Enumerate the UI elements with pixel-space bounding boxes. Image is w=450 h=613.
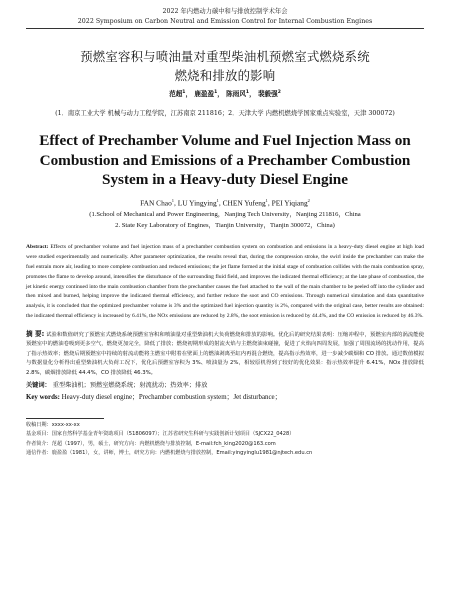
footnote-received: 收稿日期：xxxx-xx-xx — [26, 421, 80, 428]
abstract-cn-label: 摘 要: — [26, 329, 45, 338]
author-cn: 范超 — [169, 90, 183, 99]
affiliation-cn: (1．南京工业大学 机械与动力工程学院，江苏南京 211816；2．天津大学 内燃机燃烧学国家重点实验室，天津 300072) — [55, 110, 395, 118]
affiliation-en — [26, 210, 424, 231]
abstract-en — [26, 243, 424, 322]
header-divider — [26, 28, 424, 29]
title-en-line-1: Effect of Prechamber Volume and Fuel Injection Mass on — [39, 132, 411, 150]
title-cn — [26, 47, 424, 85]
title-en-line-3: System in a Heavy-duty Diesel Engine — [102, 171, 348, 189]
header-line-cn: 2022 年内燃动力碳中和与排放控制学术年会 — [162, 8, 288, 15]
author-cn-affil: 2 — [277, 90, 281, 95]
abstract-en-text: Effects of prechamber volume and fuel injection mass of a prechamber combustion system on combustion and emissions in a heavy-duty diesel engine at high load were studied experimentally and numerically. After parameter optimization, the results reveal that, during the compression stroke, the swirl inside the prechamber can make the fuel entrain more air, leading to more complete combustion and reduced emissions; the jet flame formed at the initial stage of combustion collides with the main combustion spray, promotes the flame to develop around, intensifies the disturbance of the surrounding fluid field, and improves the indicated thermal efficiency; at the late phase of combustion, the jet kinetic energy continued into the main combustion chamber from the prechamber causes the fuel attached to the wall of the main chamber to be peeled off into the cylinder and then mixed and burned, helping improve the indicated thermal efficiency, and further reduce the soot and CO emissions. Through numerical simulation and data quantitative analysis, it is concluded that the optimized prechamber volume is 3% and the optimized fuel injection quantity is 2%, compared with the original case, better results are obtained: the indicated thermal efficiency is increased by 6.41%, the NOx emissions are reduced by 2.8%, the soot emission is reduced by 44.4%, and the CO emission is reduced by 46.3%. — [26, 244, 425, 320]
footnote-corresponding: 通信作者：鹿盈盈（1981），女，讲师，博士，研究方向：内燃机燃烧与排放控制，Email:yingyinglu1981@njtech.edu.cn — [26, 449, 313, 456]
footnotes — [26, 421, 424, 458]
keywords-en-label: Key words: — [26, 394, 60, 402]
author-cn: 裴毅强 — [257, 90, 278, 99]
footnote-author: 作者简介：范超（1997），男，硕士，研究方向：内燃机燃烧与排放控制，E-mail:fch_king2020@163.com — [26, 440, 276, 447]
author-en-affil: 2 — [307, 197, 310, 203]
title-en-line-2: Combustion and Emissions of a Prechamber Combustion — [39, 151, 411, 169]
title-cn-line-2: 燃烧和排放的影响 — [174, 68, 276, 83]
author-en: FAN Chao — [140, 198, 172, 208]
author-cn-affil: 1 — [214, 90, 218, 95]
abstract-cn — [26, 330, 424, 378]
keywords-en-text: Heavy-duty diesel engine；Prechamber combustion system；Jet disturbance； — [61, 394, 282, 402]
authors-en: FAN Chao$^1$, LU Yingying$^1$, CHEN Yufeng$^1$, PEI Yiqiang$^2$ — [140, 197, 310, 208]
title-cn-line-1: 预燃室容积与喷油量对重型柴油机预燃室式燃烧系统 — [80, 49, 370, 64]
authors-cn: 范超$^1$， 鹿盈盈$^1$， 陈雨风$^1$， 裴毅强$^2$ — [169, 90, 281, 99]
running-header — [26, 7, 424, 26]
affiliation-en-line-1: (1.School of Mechanical and Power Engineering，Nanjing Tech University，Nanjing 211816，China — [89, 211, 361, 219]
author-en: CHEN Yufeng — [222, 198, 266, 208]
footnote-divider — [26, 418, 104, 419]
abstract-en-label: Abstract: — [26, 244, 49, 251]
keywords-cn — [26, 381, 424, 391]
author-cn: 陈雨风 — [226, 90, 246, 99]
header-line-en: 2022 Symposium on Carbon Neutral and Emission Control for Internal Combustion Engines — [77, 17, 373, 25]
author-en: LU Yingying — [177, 198, 217, 208]
author-cn-affil: 1 — [245, 90, 250, 95]
keywords-cn-text: 重型柴油机；预燃室燃烧系统；射流扰动；热效率；排放 — [52, 381, 208, 389]
author-en-affil: 1 — [216, 197, 219, 203]
keywords-en — [26, 393, 424, 403]
affiliation-en-line-2: 2. State Key Laboratory of Engines，Tianjin University，Tianjin 300072，China) — [115, 221, 335, 229]
author-en-affil: 1 — [265, 197, 268, 203]
footnote-fund: 基金项目：国家自然科学基金青年资助项目（51806097）；江苏省研究生科研与实践创新计划项目（SJCX22_0428） — [26, 431, 295, 438]
abstract-cn-text: 试验和数值研究了预燃室式燃烧系统预燃室容积和喷油量对重型柴油机大负荷燃烧和排放的影响。优化后的研究结果表明：压缩冲程中，预燃室内部的涡流能使预燃室中的燃油卷吸到更多空气，燃烧更加完全，降低了排放；燃烧初期形成的射流火焰与主燃烧油束碰撞，促进了火焰向四周发展，加强了周围流场的扰动作用，提高了指示热效率；燃烧后期预燃室中持续的射流动能将主燃室中附着在壁面上的燃油剥离至缸内再混合燃烧，提高指示热效率，进一步减少碳烟和 CO 排放。通过数值模拟与数据量化分析得出重型柴油机大负荷工况下，优化后预燃室容积为 3%、喷油量为 2%，相较原机得到了较好的优化效果：指示热效率提升 6.41%，NOx 排放降低 2.8%，碳烟排放降低 44.4%，CO 排放降低 46.3%。 — [26, 331, 425, 376]
title-en — [26, 131, 424, 190]
author-en: PEI Yiqiang — [271, 198, 308, 208]
keywords-cn-label: 关键词： — [26, 381, 51, 389]
author-cn: 鹿盈盈 — [194, 90, 215, 99]
author-cn-affil: 1 — [182, 90, 186, 95]
author-en-affil: 1 — [171, 197, 175, 203]
